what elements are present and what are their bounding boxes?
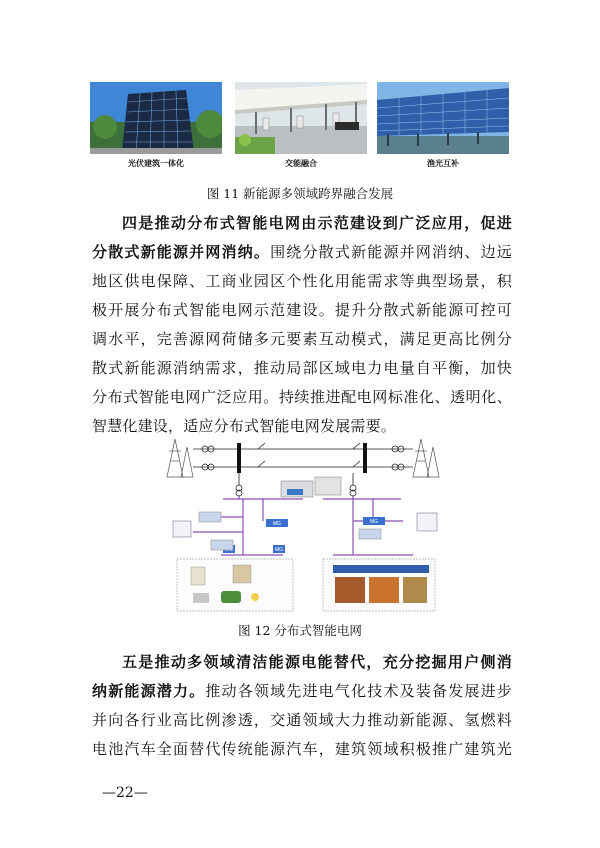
panel-caption-2: 交能融合 [285, 159, 317, 168]
mv-ac-box [417, 513, 437, 531]
figure-12-caption: 图 12 分布式智能电网 [238, 623, 362, 638]
paragraph-line: 五是推动多领域清洁能源电能替代，充分挖掘用户侧消 [122, 653, 512, 671]
paragraph-line: 散式新能源消纳需求，推动局部区域电力电量自平衡，加快 [92, 359, 512, 377]
factory-building-icon [333, 565, 429, 603]
ev-charging-canopy-photo [235, 82, 367, 154]
ev-charging-icon [281, 477, 341, 497]
figure-11-caption: 图 11 新能源多领域跨界融合发展 [206, 186, 394, 201]
paragraph-4 [92, 209, 512, 441]
mg-label: MG [272, 521, 282, 527]
paragraph-line: 纳新能源潜力。推动各领域先进电气化技术及装备发展进步 [92, 682, 512, 700]
page-number: —22— [102, 785, 148, 801]
distributed-smart-grid-diagram [163, 437, 441, 612]
paragraph-line: 分布式智能电网广泛应用。持续推进配电网标准化、透明化、 [92, 388, 512, 406]
paragraph-line: 调水平，完善源网荷储多元要素互动模式，满足更高比例分 [92, 330, 512, 348]
pv-building-photo [90, 82, 222, 154]
fishery-solar-photo [377, 82, 509, 154]
paragraph-line: 四是推动分布式智能电网由示范建设到广泛应用，促进 [122, 214, 512, 232]
panel-caption-1: 光伏建筑一体化 [128, 159, 184, 168]
mg-label: MG [369, 519, 379, 525]
paragraph-line: 地区供电保障、工商业园区个性化用能需求等典型场景，积 [92, 272, 512, 290]
paragraph-line: 智慧化建设，适应分布式智能电网发展需要。 [92, 417, 397, 435]
transmission-tower-left-icon [167, 439, 193, 477]
panel-caption-3: 渔光互补 [427, 159, 459, 168]
paragraph-line: 分散式新能源并网消纳。围绕分散式新能源并网消纳、边远 [92, 243, 512, 261]
mv-dc-box [173, 521, 191, 537]
paragraph-line: 极开展分布式智能电网示范建设。提升分散式新能源可控可 [92, 301, 512, 319]
mg-label: MG [274, 547, 284, 553]
transmission-tower-right-icon [413, 439, 439, 477]
paragraph-line: 电池汽车全面替代传统能源汽车，建筑领域积极推广建筑光 [92, 740, 512, 758]
paragraph-line: 并向各行业高比例渗透，交通领域大力推动新能源、氢燃料 [92, 711, 512, 729]
paragraph-5 [92, 648, 512, 764]
